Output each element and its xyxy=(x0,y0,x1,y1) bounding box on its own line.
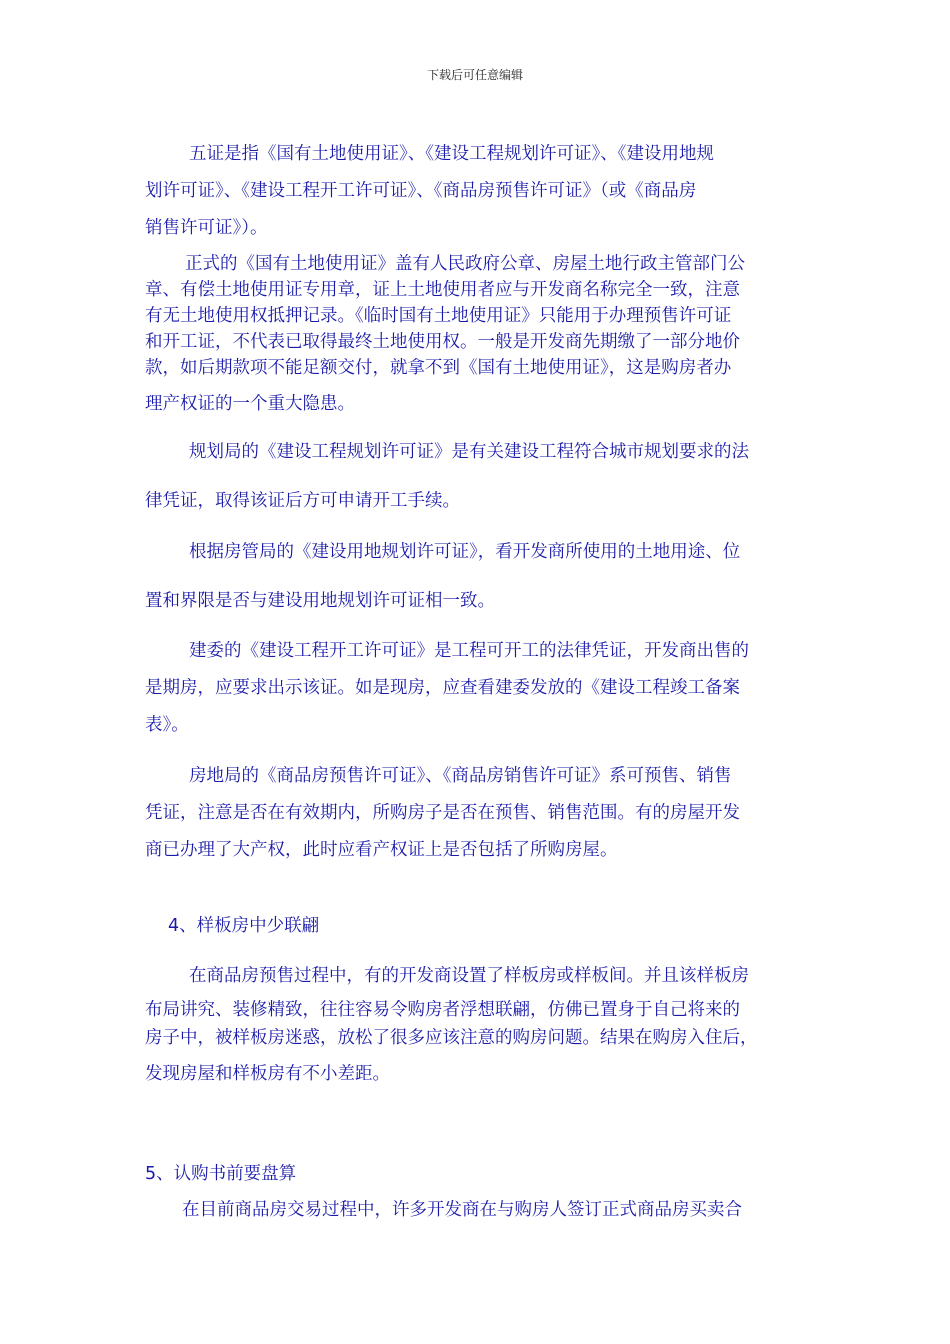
paragraph-line: 凭证，注意是否在有效期内，所购房子是否在预售、销售范围。有的房屋开发 xyxy=(145,803,740,823)
paragraph-line: 和开工证，不代表已取得最终土地使用权。一般是开发商先期缴了一部分地价 xyxy=(145,332,740,352)
paragraph-line: 房子中，被样板房迷惑，放松了很多应该注意的购房问题。结果在购房入住后， xyxy=(145,1028,758,1048)
paragraph-line: 建委的《建设工程开工许可证》是工程可开工的法律凭证，开发商出售的 xyxy=(189,641,749,661)
paragraph-line: 有无土地使用权抵押记录。《临时国有土地使用证》只能用于办理预售许可证 xyxy=(145,306,732,326)
paragraph-line: 规划局的《建设工程规划许可证》是有关建设工程符合城市规划要求的法 xyxy=(189,442,749,462)
paragraph-line: 律凭证，取得该证后方可申请开工手续。 xyxy=(145,491,460,511)
paragraph-line: 款，如后期款项不能足额交付，就拿不到《国有土地使用证》，这是购房者办 xyxy=(145,358,732,378)
paragraph-line: 五证是指《国有土地使用证》、《建设工程规划许可证》、《建设用地规 xyxy=(189,144,714,164)
paragraph-line: 房地局的《商品房预售许可证》、《商品房销售许可证》系可预售、销售 xyxy=(189,766,732,786)
paragraph-line: 正式的《国有土地使用证》盖有人民政府公章、房屋土地行政主管部门公 xyxy=(185,254,745,274)
paragraph-line: 划许可证》、《建设工程开工许可证》、《商品房预售许可证》（或《商品房 xyxy=(145,181,697,201)
paragraph-line: 章、有偿土地使用证专用章，证上土地使用者应与开发商名称完全一致，注意 xyxy=(145,280,740,300)
section-heading-subscription: 5、认购书前要盘算 xyxy=(145,1164,297,1184)
paragraph-line: 发现房屋和样板房有不小差距。 xyxy=(145,1064,390,1084)
section-heading-show-house: 4、样板房中少联翩 xyxy=(168,916,320,936)
page-header: 下载后可任意编辑 xyxy=(426,68,523,82)
paragraph-line: 表》。 xyxy=(145,715,189,735)
paragraph-line: 布局讲究、装修精致，往往容易令购房者浮想联翩，仿佛已置身于自己将来的 xyxy=(145,1000,740,1020)
paragraph-line: 置和界限是否与建设用地规划许可证相一致。 xyxy=(145,591,495,611)
paragraph-line: 在商品房预售过程中，有的开发商设置了样板房或样板间。并且该样板房 xyxy=(189,966,749,986)
paragraph-line: 根据房管局的《建设用地规划许可证》，看开发商所使用的土地用途、位 xyxy=(189,542,741,562)
paragraph-line: 销售许可证》）。 xyxy=(145,218,268,238)
paragraph-line: 商已办理了大产权，此时应看产权证上是否包括了所购房屋。 xyxy=(145,840,618,860)
paragraph-line: 理产权证的一个重大隐患。 xyxy=(145,394,355,414)
paragraph-line: 在目前商品房交易过程中，许多开发商在与购房人签订正式商品房买卖合 xyxy=(182,1200,742,1220)
paragraph-line: 是期房，应要求出示该证。如是现房，应查看建委发放的《建设工程竣工备案 xyxy=(145,678,740,698)
